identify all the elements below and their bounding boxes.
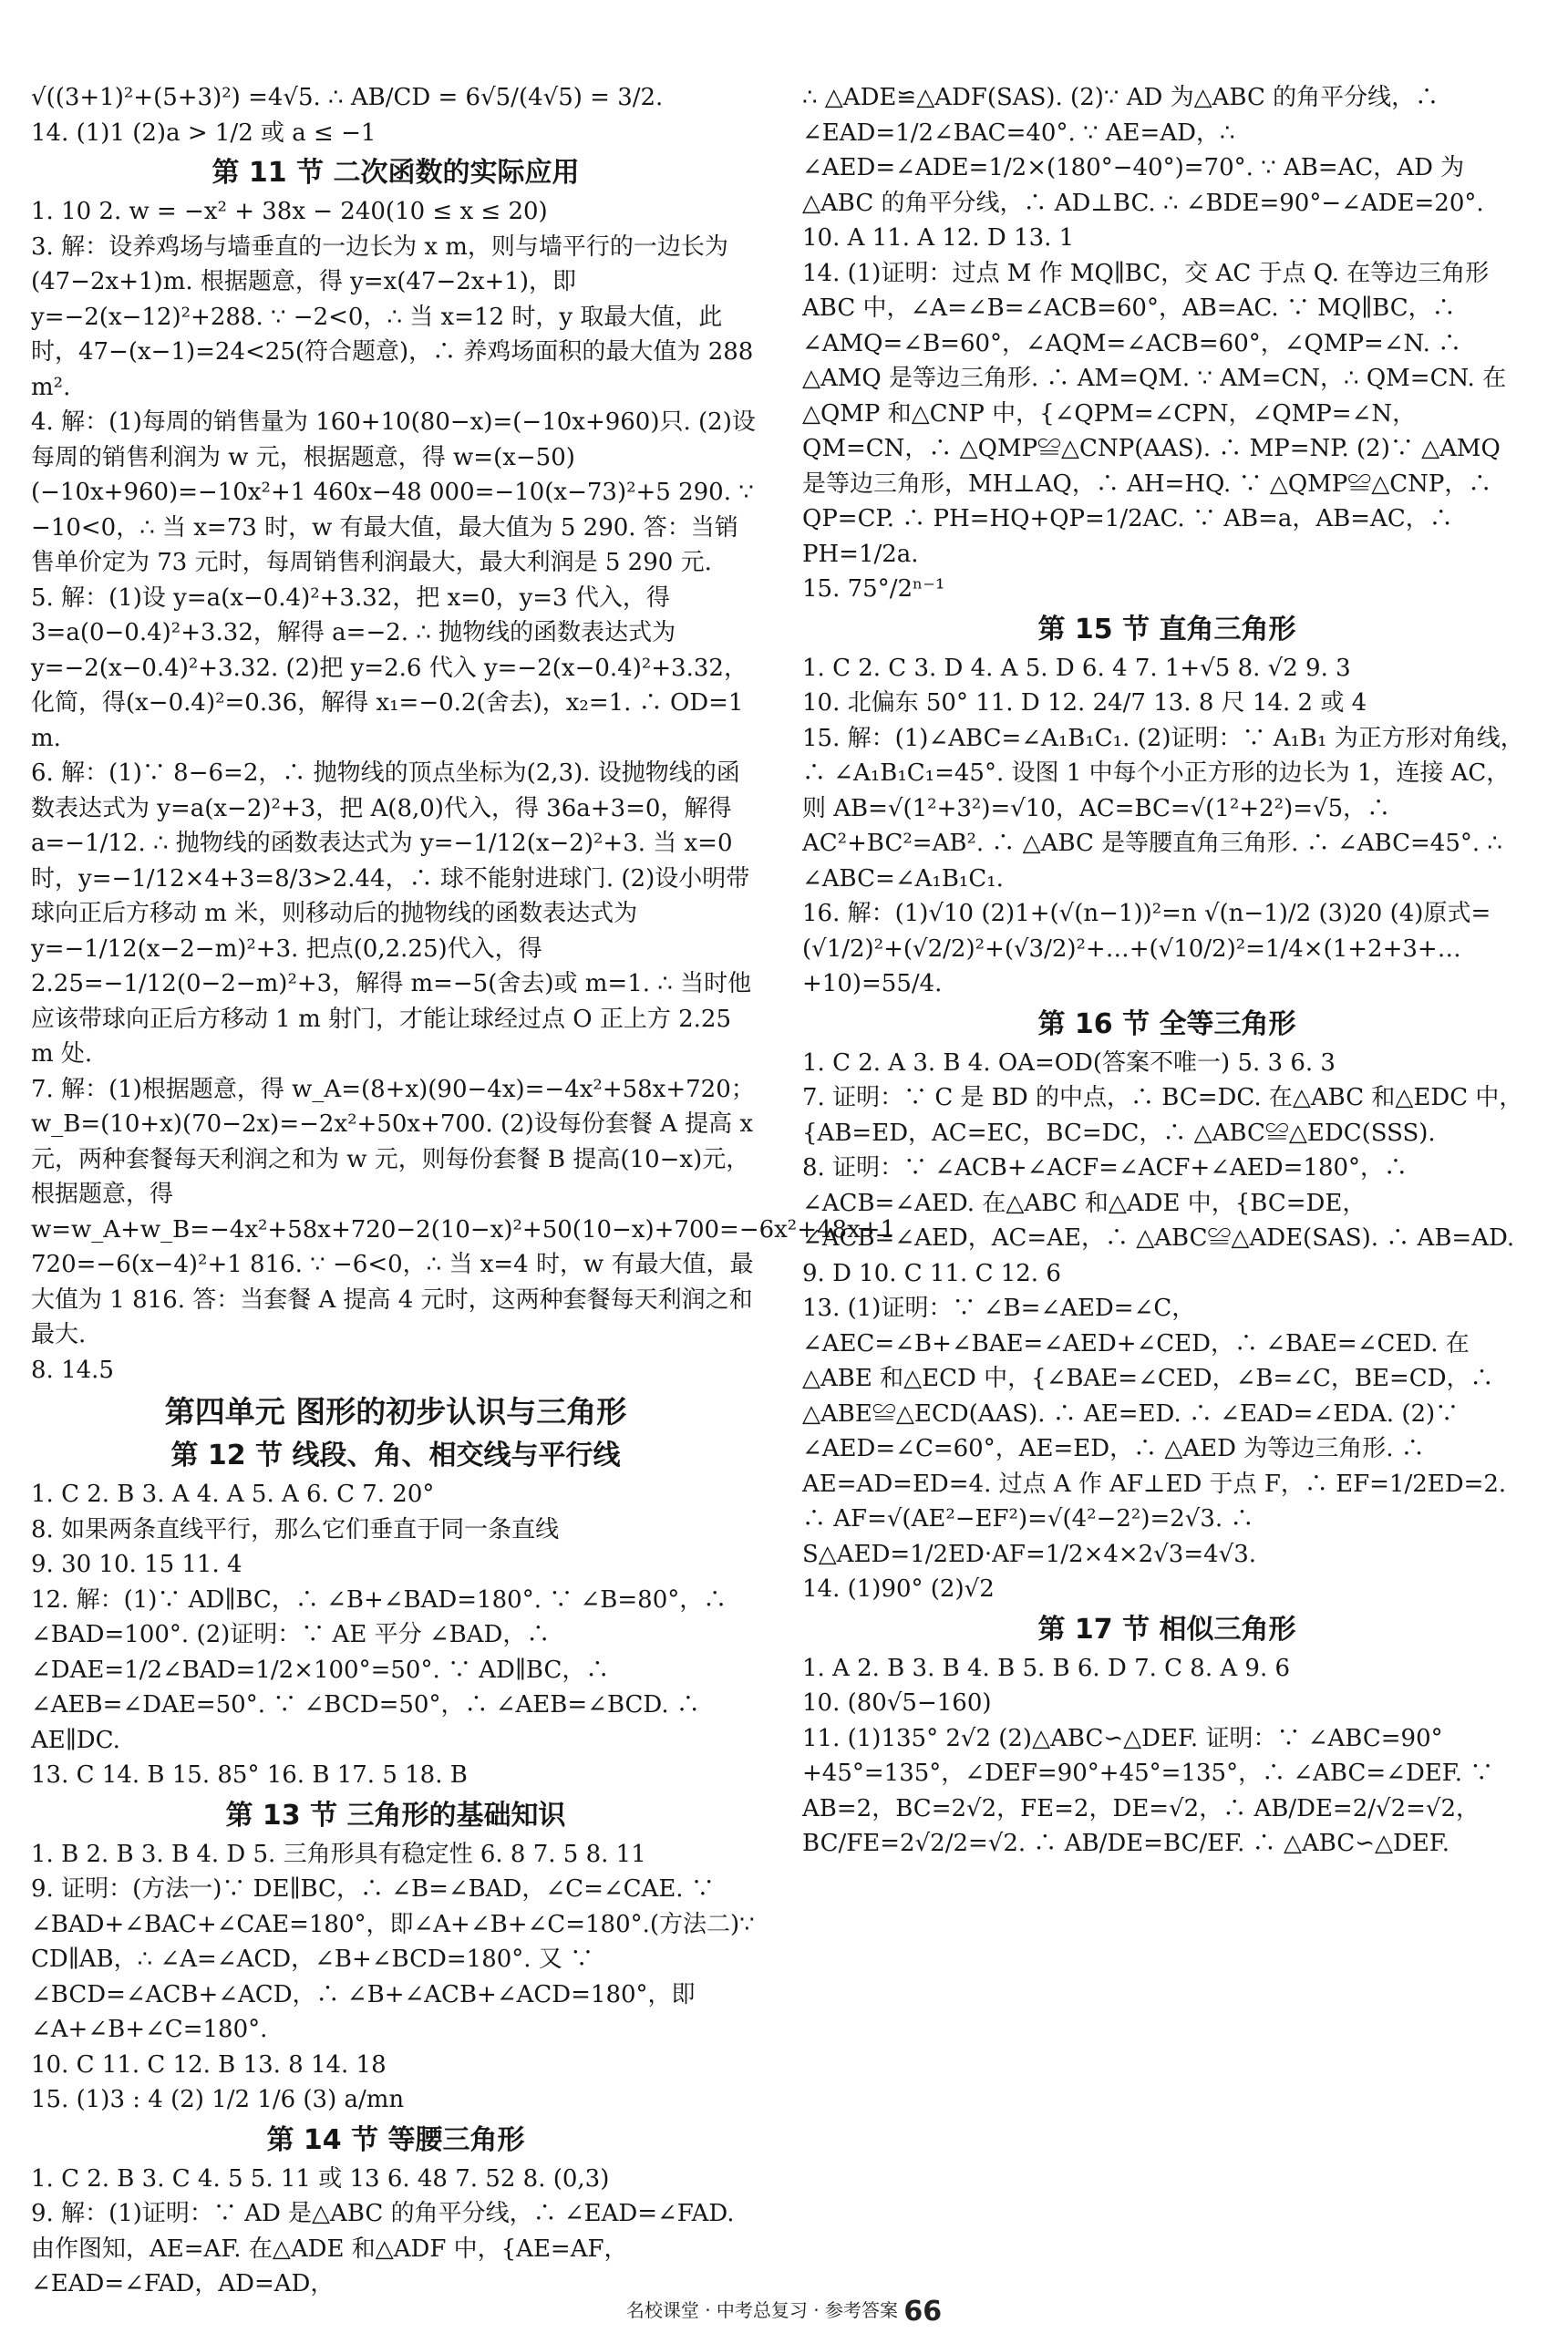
section-heading: 第 17 节 相似三角形 [1037, 1613, 1296, 1646]
answer-item: 8. 如果两条直线平行，那么它们垂直于同一条直线 [31, 1515, 560, 1543]
section-heading: 第 11 节 二次函数的实际应用 [211, 157, 580, 189]
answer-item: 7. 证明：∵ C 是 BD 的中点，∴ BC=DC. 在△ABC 和△EDC 中，{AB=ED，AC=EC，BC=DC，∴ △ABC≌△EDC(SSS). [802, 1084, 1523, 1147]
answer-item: √((3+1)²+(5+3)²) =4√5. ∴ AB/CD = 6√5/(4√5) = 3/2. [31, 84, 664, 111]
answer-item: 13. (1)证明：∵ ∠B=∠AED=∠C，∠AEC=∠B+∠BAE=∠AED+∠CED，∴ ∠BAE=∠CED. 在△ABE 和△ECD 中，{∠BAE=∠CED，∠B=∠C，BE=CD，∴ △ABE≌△ECD(AAS). ∴ AE=ED. ∴ ∠EAD=∠EDA. (2)∵ ∠AED=∠C=60°，AE=ED，∴ △AED 为等边三角形. ∴ AE=AD=ED=4. 过点 A 作 AF⊥ED 于点 F，∴ EF=1/2ED=2. ∴ AF=√(AE²−EF²)=√(4²−2²)=2√3. ∴ S△AED=1/2ED·AF=1/2×4×2√3=4√3. [802, 1295, 1507, 1568]
page-footer [0, 2296, 1568, 2328]
section-heading: 第 16 节 全等三角形 [1037, 1007, 1296, 1040]
answer-item: 8. 证明：∵ ∠ACB+∠ACF=∠ACF+∠AED=180°，∴ ∠ACB=∠AED. 在△ABC 和△ADE 中，{BC=DE，∠ACB=∠AED，AC=AE，∴ △ABC≌△ADE(SAS). ∴ AB=AD. [802, 1154, 1515, 1252]
answer-item: 14. (1)证明：过点 M 作 MQ∥BC，交 AC 于点 Q. 在等边三角形 ABC 中，∠A=∠B=∠ACB=60°，AB=AC. ∵ MQ∥BC，∴ ∠AMQ=∠B=60°，∠AQM=∠ACB=60°，∠QMP=∠N. ∴ △AMQ 是等边三角形. ∴ AM=QM. ∵ AM=CN，∴ QM=CN. 在△QMP 和△CNP 中，{∠QPM=∠CPN，∠QMP=∠N，QM=CN，∴ △QMP≌△CNP(AAS). ∴ MP=NP. (2)∵ △AMQ 是等边三角形，MH⊥AQ，∴ AH=HQ. ∵ △QMP≌△CNP，∴ QP=CP. ∴ PH=HQ+QP=1/2AC. ∵ AB=a，AB=AC，∴ PH=1/2a. [802, 259, 1507, 568]
section-heading: 第 15 节 直角三角形 [1037, 613, 1296, 645]
answer-item: 16. 解：(1)√10 (2)1+(√(n−1))²=n √(n−1)/2 (3)20 (4)原式=(√1/2)²+(√2/2)²+(√3/2)²+…+(√10/2)²=1/4×(1+2+3+…+10)=55/4. [802, 900, 1491, 997]
answer-item: 3. 解：设养鸡场与墙垂直的一边长为 x m，则与墙平行的一边长为(47−2x+1)m. 根据题意，得 y=x(47−2x+1)，即 y=−2(x−12)²+288. ∵ −2<0，∴ 当 x=12 时，y 取最大值，此时，47−(x−1)=24<25(符合题意)，∴ 养鸡场面积的最大值为 288 m². [31, 232, 754, 401]
answer-item: 15. (1)3 : 4 (2) 1/2 1/6 (3) a/mn [31, 2086, 405, 2113]
answer-item: 10. (80√5−160) [802, 1689, 992, 1717]
answer-item: 1. C 2. B 3. A 4. A 5. A 6. C 7. 20° [31, 1481, 435, 1508]
answer-item: 9. 解：(1)证明：∵ AD 是△ABC 的角平分线，∴ ∠EAD=∠FAD. 由作图知，AE=AF. 在△ADE 和△ADF 中，{AE=AF，∠EAD=∠FAD，AD=AD， [31, 2200, 735, 2297]
answer-item: 1. C 2. C 3. D 4. A 5. D 6. 4 7. 1+√5 8. √2 9. 3 [802, 654, 1351, 682]
answer-item: 15. 75°/2ⁿ⁻¹ [802, 575, 945, 603]
page-number: 66 [903, 2296, 943, 2328]
answer-item: 1. A 2. B 3. B 4. B 5. B 6. D 7. C 8. A 9. 6 [802, 1654, 1291, 1682]
answer-item: 9. 证明：(方法一)∵ DE∥BC，∴ ∠B=∠BAD，∠C=∠CAE. ∵ ∠BAD+∠BAC+∠CAE=180°，即∠A+∠B+∠C=180°.(方法二)∵ CD∥AB，∴ ∠A=∠ACD，∠B+∠BCD=180°. 又 ∵ ∠BCD=∠ACB+∠ACD，∴ ∠B+∠ACB+∠ACD=180°，即∠A+∠B+∠C=180°. [31, 1875, 755, 2043]
answer-item: 4. 解：(1)每周的销售量为 160+10(80−x)=(−10x+960)只. (2)设每周的销售利润为 w 元，根据题意，得 w=(x−50)(−10x+960)=−10x²+1 460x−48 000=−10(x−73)²+5 290. ∵ −10<0，∴ 当 x=73 时，w 有最大值，最大值为 5 290. 答：当销售单价定为 73 元时，每周销售利润最大，最大利润是 5 290 元. [31, 408, 756, 576]
answer-item: 1. 10 2. w = −x² + 38x − 240(10 ≤ x ≤ 20) [31, 198, 548, 225]
answer-item: 14. (1)90° (2)√2 [802, 1575, 995, 1603]
answer-item: 10. A 11. A 12. D 13. 1 [802, 224, 1075, 252]
section-heading: 第 13 节 三角形的基础知识 [225, 1799, 566, 1832]
answer-item: 9. D 10. C 11. C 12. 6 [802, 1259, 1061, 1287]
answer-item: 8. 14.5 [31, 1356, 114, 1384]
footer-text: 名校课堂 · 中考总复习 · 参考答案 [625, 2299, 899, 2321]
section-heading: 第 14 节 等腰三角形 [266, 2123, 525, 2156]
answer-item: 14. (1)1 (2)a > 1/2 或 a ≤ −1 [31, 119, 377, 147]
answer-item: 5. 解：(1)设 y=a(x−0.4)²+3.32，把 x=0，y=3 代入，得 3=a(0−0.4)²+3.32，解得 a=−2. ∴ 抛物线的函数表达式为 y=−2(x−0.4)²+3.32. (2)把 y=2.6 代入 y=−2(x−0.4)²+3.32，化简，得(x−0.4)²=0.36，解得 x₁=−0.2(舍去)，x₂=1. ∴ OD=1 m. [31, 583, 748, 752]
section-heading: 第 12 节 线段、角、相交线与平行线 [170, 1440, 621, 1471]
answer-item: 12. 解：(1)∵ AD∥BC，∴ ∠B+∠BAD=180°. ∵ ∠B=80°，∴ ∠BAD=100°. (2)证明：∵ AE 平分 ∠BAD，∴ ∠DAE=1/2∠BAD=1/2×100°=50°. ∵ AD∥BC，∴ ∠AEB=∠DAE=50°. ∵ ∠BCD=50°，∴ ∠AEB=∠BCD. ∴ AE∥DC. [31, 1585, 727, 1754]
answer-item: 13. C 14. B 15. 85° 16. B 17. 5 18. B [31, 1761, 468, 1789]
answer-item: ∴ △ADE≌△ADF(SAS). (2)∵ AD 为△ABC 的角平分线，∴ ∠EAD=1/2∠BAC=40°. ∵ AE=AD，∴ ∠AED=∠ADE=1/2×(180°−40°)=70°. ∵ AB=AC，AD 为△ABC 的角平分线，∴ AD⊥BC. ∴ ∠BDE=90°−∠ADE=20°. [802, 84, 1484, 217]
answer-item: 1. B 2. B 3. B 4. D 5. 三角形具有稳定性 6. 8 7. 5 8. 11 [31, 1840, 646, 1868]
answer-item: 7. 解：(1)根据题意，得 w_A=(8+x)(90−4x)=−4x²+58x+720；w_B=(10+x)(70−2x)=−2x²+50x+700. (2)设每份套餐 A 提高 x 元，两种套餐每天利润之和为 w 元，则每份套餐 B 提高(10−x)元，根据题意，得 w=w_A+w_B=−4x²+58x+720−2(10−x)²+50(10−x)+700=−6x²+48x+1 720=−6(x−4)²+1 816. ∵ −6<0，∴ 当 x=4 时，w 有最大值，最大值为 1 816. 答：当套餐 A 提高 4 元时，这两种套餐每天利润之和最大. [31, 1075, 896, 1348]
unit-heading: 第四单元 图形的初步认识与三角形 [164, 1394, 627, 1430]
answer-item: 1. C 2. B 3. C 4. 5 5. 11 或 13 6. 48 7. 52 8. (0,3) [31, 2164, 610, 2193]
right-column [802, 80, 1532, 1862]
answer-item: 6. 解：(1)∵ 8−6=2，∴ 抛物线的顶点坐标为(2,3). 设抛物线的函数表达式为 y=a(x−2)²+3，把 A(8,0)代入，得 36a+3=0，解得 a=−1/12. ∴ 抛物线的函数表达式为 y=−1/12(x−2)²+3. 当 x=0 时，y=−1/12×4+3=8/3>2.44，∴ 球不能射进球门. (2)设小明带球向正后方移动 m 米，则移动后的抛物线的函数表达式为 y=−1/12(x−2−m)²+3. 把点(0,2.25)代入，得 2.25=−1/12(0−2−m)²+3，解得 m=−5(舍去)或 m=1. ∴ 当时他应该带球向正后方移动 1 m 射门，才能让球经过点 O 正上方 2.25 m 处. [31, 759, 752, 1068]
answer-item: 10. C 11. C 12. B 13. 8 14. 18 [31, 2050, 387, 2079]
answer-item: 10. 北偏东 50° 11. D 12. 24/7 13. 8 尺 14. 2 或 4 [802, 689, 1367, 717]
answer-item: 11. (1)135° 2√2 (2)△ABC∽△DEF. 证明：∵ ∠ABC=90°+45°=135°，∠DEF=90°+45°=135°，∴ ∠ABC=∠DEF. ∵ AB=2，BC=2√2，FE=2，DE=√2，∴ AB/DE=2/√2=√2，BC/FE=2√2/2=√2. ∴ AB/DE=BC/EF. ∴ △ABC∽△DEF. [802, 1724, 1494, 1857]
answer-item: 1. C 2. A 3. B 4. OA=OD(答案不唯一) 5. 3 6. 3 [802, 1048, 1336, 1077]
answer-item: 15. 解：(1)∠ABC=∠A₁B₁C₁. (2)证明：∵ A₁B₁ 为正方形对角线，∴ ∠A₁B₁C₁=45°. 设图 1 中每个小正方形的边长为 1，连接 AC，则 AB=√(1²+3²)=√10，AC=BC=√(1²+2²)=√5，∴ AC²+BC²=AB². ∴ △ABC 是等腰直角三角形. ∴ ∠ABC=45°. ∴ ∠ABC=∠A₁B₁C₁. [802, 724, 1524, 893]
answer-item: 9. 30 10. 15 11. 4 [31, 1551, 242, 1578]
